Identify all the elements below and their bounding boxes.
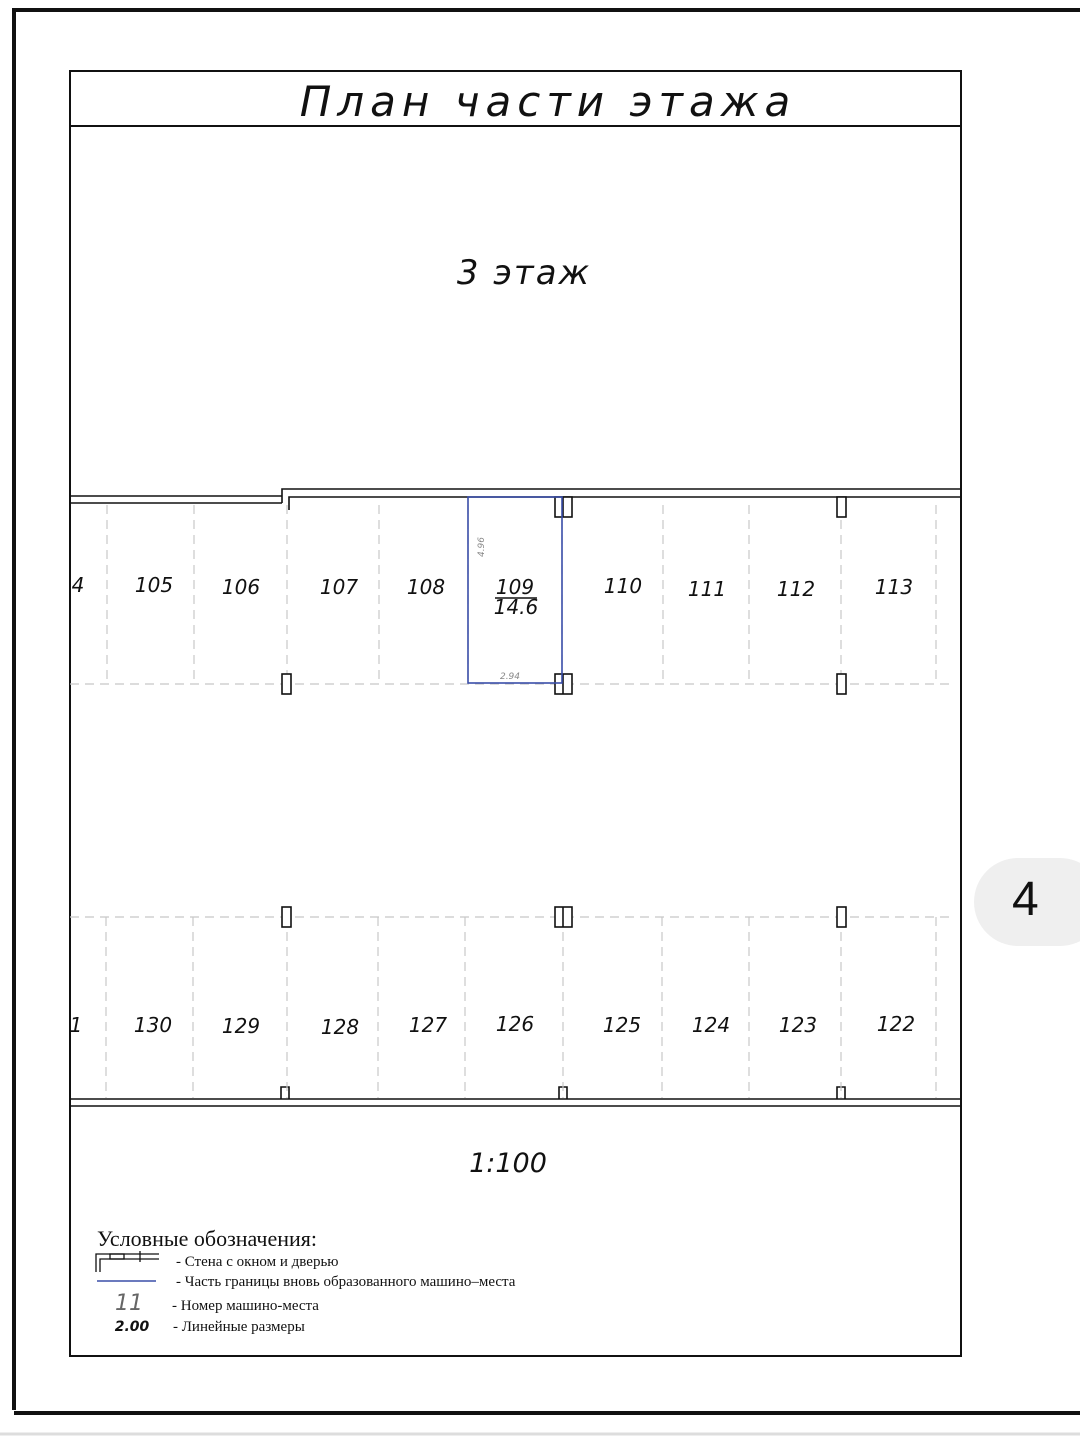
dimension-width: 2.94 (499, 672, 521, 682)
space-number[interactable]: 123 (778, 1013, 818, 1037)
legend-item-text: - Часть границы вновь образованного машино–места (176, 1274, 516, 1290)
column (282, 674, 291, 694)
column (837, 674, 846, 694)
dimension-length: 4.96 (477, 536, 487, 558)
space-number[interactable]: 105 (134, 573, 174, 597)
space-number[interactable]: 127 (408, 1013, 448, 1037)
page-number-badge[interactable] (974, 858, 1080, 946)
space-number[interactable]: 110 (603, 574, 643, 598)
space-number[interactable]: 130 (133, 1013, 173, 1037)
wall-icon (96, 1251, 159, 1272)
space-number[interactable]: 125 (602, 1013, 642, 1037)
column (837, 907, 846, 927)
space-number[interactable]: 129 (221, 1014, 261, 1038)
space-number[interactable]: 4 (71, 573, 85, 597)
legend-symbol-number: 11 (115, 1291, 143, 1316)
sheet-border (14, 10, 1080, 1410)
plan-title: План части этажа (299, 77, 797, 126)
legend-item-text: - Линейные размеры (173, 1319, 305, 1335)
space-number[interactable]: 124 (691, 1013, 731, 1037)
space-number[interactable]: 106 (221, 575, 261, 599)
top-wall (70, 489, 961, 510)
space-area: 14.6 (493, 595, 539, 619)
space-number[interactable]: 108 (406, 575, 446, 599)
space-number[interactable]: 107 (319, 575, 359, 599)
legend (96, 1226, 516, 1335)
space-number[interactable]: 1 (69, 1013, 83, 1037)
scale-label: 1:100 (469, 1148, 547, 1179)
space-number[interactable]: 128 (320, 1015, 360, 1039)
column (282, 907, 291, 927)
column (837, 497, 846, 517)
space-number[interactable]: 111 (687, 577, 727, 601)
legend-item-text: - Стена с окном и дверью (176, 1254, 339, 1270)
bottom-wall (70, 1087, 961, 1106)
space-number[interactable]: 112 (776, 577, 816, 601)
bottom-row-spaces (70, 1012, 915, 1039)
top-row-spaces (72, 573, 913, 601)
space-number-highlight: 109 (495, 575, 535, 599)
legend-symbol-dimension: 2.00 (114, 1319, 150, 1335)
floor-label: 3 этаж (456, 253, 592, 293)
page-number: 4 (1012, 873, 1039, 926)
columns (282, 497, 846, 927)
space-number[interactable]: 122 (876, 1012, 916, 1036)
space-number[interactable]: 113 (874, 575, 914, 599)
legend-item-text: - Номер машино-места (172, 1298, 319, 1314)
space-number[interactable]: 126 (495, 1012, 535, 1036)
legend-title: Условные обозначения: (97, 1226, 318, 1251)
